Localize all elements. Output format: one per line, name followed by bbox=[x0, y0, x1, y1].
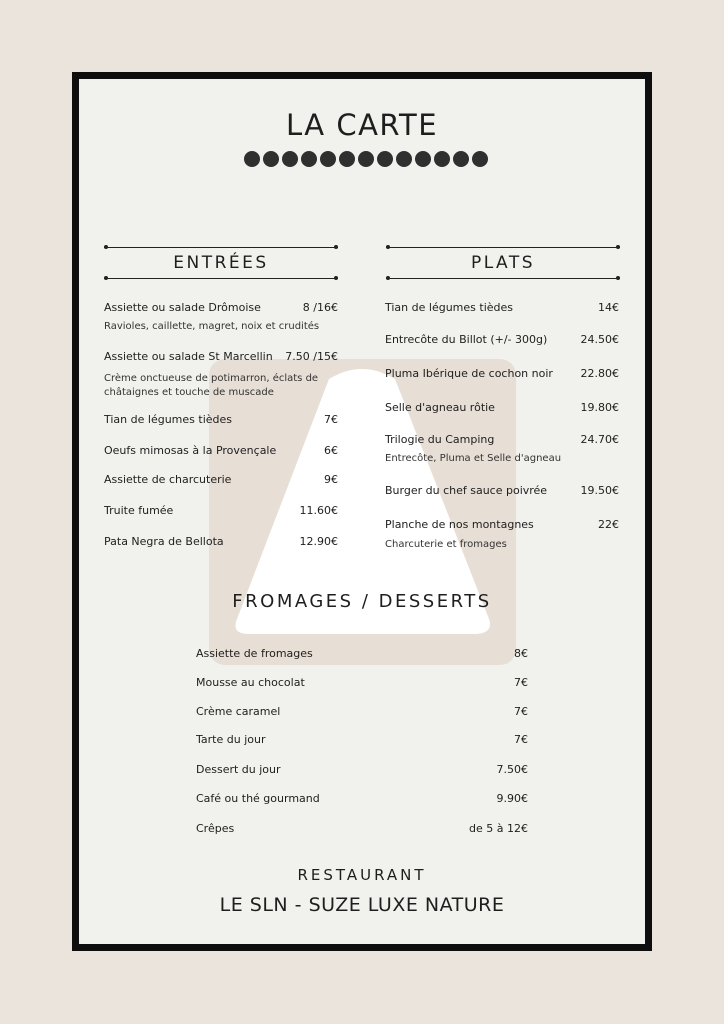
item-price: 14€ bbox=[598, 301, 619, 314]
item-name: Dessert du jour bbox=[196, 763, 281, 776]
page-title: LA CARTE bbox=[285, 108, 439, 142]
item-price: 7.50 /15€ bbox=[285, 350, 338, 363]
item-name: Pata Negra de Bellota bbox=[104, 535, 224, 548]
item-price: 12.90€ bbox=[299, 535, 338, 548]
divider bbox=[386, 278, 620, 279]
menu-item bbox=[104, 473, 338, 486]
divider bbox=[104, 278, 338, 279]
item-name: Tian de légumes tièdes bbox=[385, 301, 513, 314]
item-price: 7€ bbox=[514, 705, 528, 718]
menu-item bbox=[196, 647, 528, 660]
menu-item bbox=[196, 822, 528, 835]
item-price: 24.70€ bbox=[580, 433, 619, 446]
menu-item bbox=[385, 301, 619, 314]
item-name: Assiette de charcuterie bbox=[104, 473, 232, 486]
menu-item bbox=[104, 535, 338, 548]
item-price: 22.80€ bbox=[580, 367, 619, 380]
item-name: Selle d'agneau rôtie bbox=[385, 401, 495, 414]
item-name: Mousse au chocolat bbox=[196, 676, 305, 689]
item-price: 6€ bbox=[324, 444, 338, 457]
item-price: 19.80€ bbox=[580, 401, 619, 414]
item-description: Ravioles, caillette, magret, noix et crudités bbox=[104, 321, 320, 332]
footer-restaurant-label: RESTAURANT bbox=[297, 866, 427, 884]
item-price: 19.50€ bbox=[580, 484, 619, 497]
menu-item bbox=[104, 301, 338, 314]
item-name: Crème caramel bbox=[196, 705, 281, 718]
menu-item bbox=[196, 792, 528, 805]
divider bbox=[104, 247, 338, 248]
menu-item bbox=[385, 518, 619, 531]
item-description: Entrecôte, Pluma et Selle d'agneau bbox=[385, 453, 562, 464]
item-name: Assiette de fromages bbox=[196, 647, 313, 660]
item-price: 22€ bbox=[598, 518, 619, 531]
section-heading-entrees: ENTRÉES bbox=[173, 253, 269, 273]
menu-item bbox=[385, 333, 619, 346]
item-name: Assiette ou salade Drômoise bbox=[104, 301, 261, 314]
item-name: Tarte du jour bbox=[196, 733, 266, 746]
menu-item bbox=[104, 350, 338, 363]
menu-item bbox=[196, 705, 528, 718]
section-heading-plats: PLATS bbox=[470, 253, 536, 273]
item-name: Oeufs mimosas à la Provençale bbox=[104, 444, 277, 457]
item-name: Tian de légumes tièdes bbox=[104, 413, 232, 426]
item-price: 7€ bbox=[514, 733, 528, 746]
menu-item bbox=[104, 444, 338, 457]
menu-item bbox=[385, 401, 619, 414]
footer-restaurant-name: LE SLN - SUZE LUXE NATURE bbox=[219, 894, 505, 916]
item-description: Crème onctueuse de potimarron, éclats de châtaignes et touche de muscade bbox=[104, 373, 319, 398]
menu-item bbox=[196, 676, 528, 689]
item-name: Burger du chef sauce poivrée bbox=[385, 484, 548, 497]
item-name: Entrecôte du Billot (+/- 300g) bbox=[385, 333, 548, 346]
menu-item bbox=[196, 733, 528, 746]
item-name: Café ou thé gourmand bbox=[196, 792, 320, 805]
item-price: 8€ bbox=[514, 647, 528, 660]
item-name: Crêpes bbox=[196, 822, 235, 835]
item-price: 9.90€ bbox=[496, 792, 528, 805]
decorative-dots bbox=[244, 151, 488, 167]
item-price: 11.60€ bbox=[299, 504, 338, 517]
item-price: 7€ bbox=[324, 413, 338, 426]
menu-item bbox=[104, 413, 338, 426]
menu-item bbox=[196, 763, 528, 776]
item-name: Trilogie du Camping bbox=[385, 433, 495, 446]
item-name: Planche de nos montagnes bbox=[385, 518, 534, 531]
item-name: Assiette ou salade St Marcellin bbox=[104, 350, 273, 363]
item-name: Truite fumée bbox=[104, 504, 174, 517]
menu-item bbox=[385, 433, 619, 446]
item-description: Charcuterie et fromages bbox=[385, 539, 507, 550]
item-price: 7€ bbox=[514, 676, 528, 689]
menu-item bbox=[385, 367, 619, 380]
section-heading-desserts: FROMAGES / DESSERTS bbox=[232, 591, 492, 612]
item-price: 7.50€ bbox=[496, 763, 528, 776]
menu-item bbox=[385, 484, 619, 497]
item-price: 24.50€ bbox=[580, 333, 619, 346]
divider bbox=[386, 247, 620, 248]
item-price: 8 /16€ bbox=[302, 301, 338, 314]
item-price: de 5 à 12€ bbox=[469, 822, 528, 835]
menu-item bbox=[104, 504, 338, 517]
item-price: 9€ bbox=[324, 473, 338, 486]
item-name: Pluma Ibérique de cochon noir bbox=[385, 367, 553, 380]
